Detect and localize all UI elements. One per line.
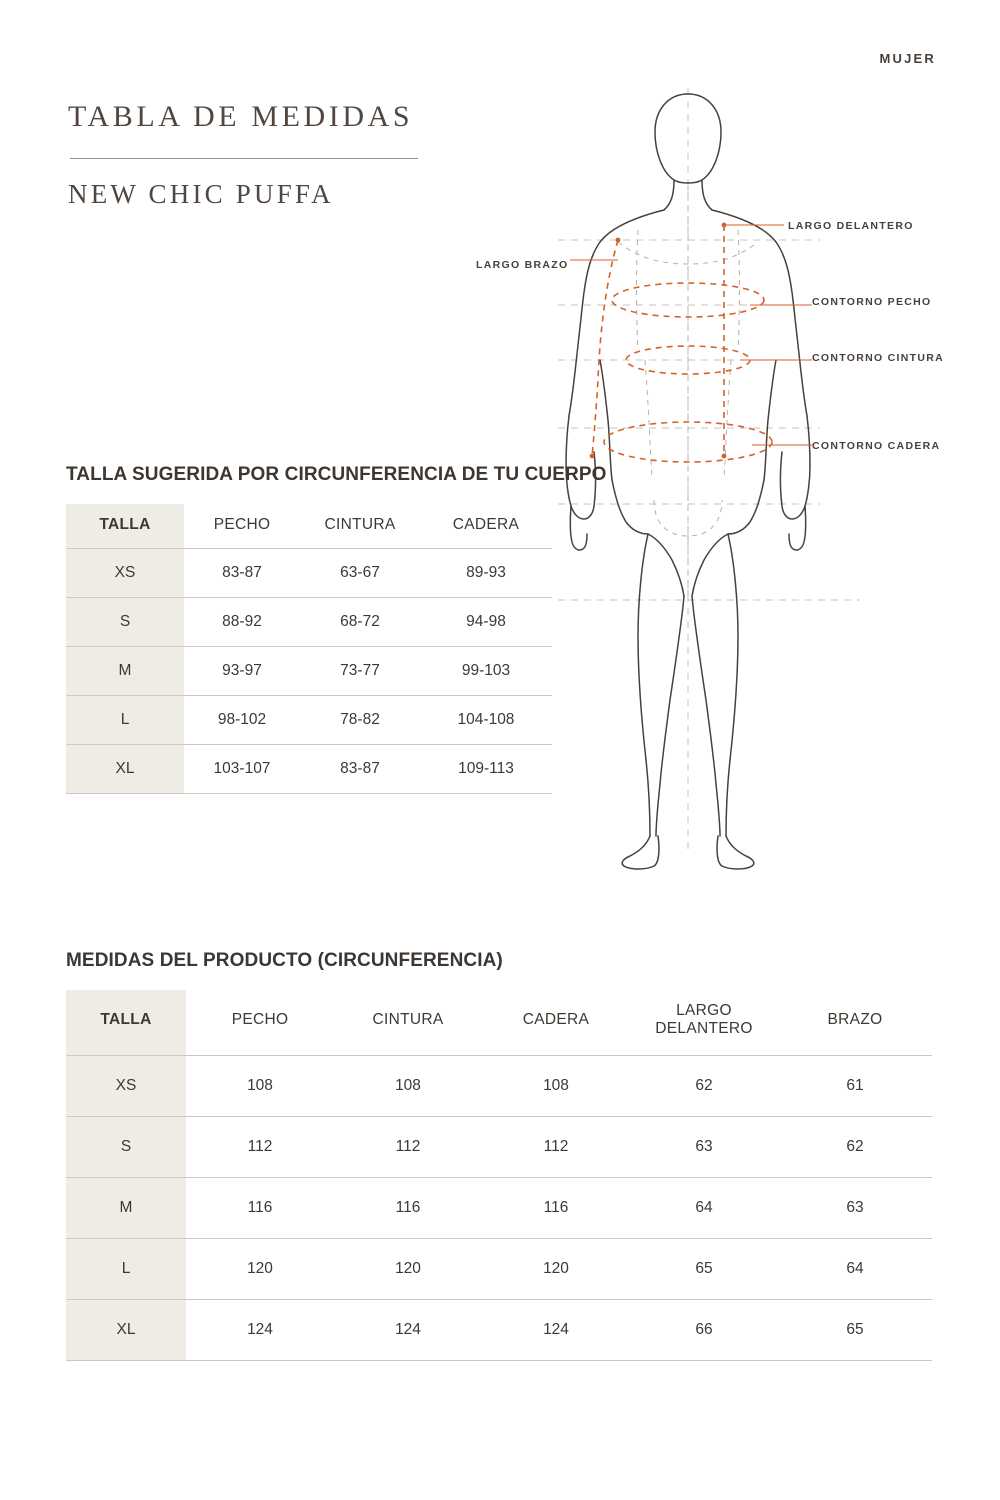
suggested-size-table: [66, 504, 552, 794]
callout-contorno-cintura: CONTORNO CINTURA: [812, 352, 945, 364]
title-block: [68, 100, 488, 210]
cell-pecho: 88-92: [222, 613, 262, 630]
table-row: [66, 1299, 932, 1360]
cell-cintura: 63-67: [340, 564, 380, 581]
table-row: [66, 1238, 932, 1299]
cell-cintura: 124: [395, 1320, 421, 1338]
cell-talla: XL: [66, 1299, 186, 1360]
cell-cadera: 116: [543, 1198, 569, 1216]
cell-cadera: 104-108: [457, 711, 515, 728]
column-header-pecho: PECHO: [231, 1011, 289, 1029]
cell-talla: S: [66, 598, 184, 647]
measure-guides: [592, 225, 772, 462]
cell-cadera: 109-113: [458, 760, 514, 777]
column-header-pecho: PECHO: [213, 516, 271, 533]
cell-pecho: 108: [247, 1076, 273, 1094]
cell-talla: XL: [66, 745, 184, 794]
cell-brazo: 61: [846, 1076, 864, 1094]
table-row: [66, 549, 552, 598]
table-row: [66, 1177, 932, 1238]
cell-talla: L: [66, 696, 184, 745]
table-row: [66, 647, 552, 696]
cell-largo-delantero: 66: [695, 1320, 713, 1338]
callout-contorno-cadera: CONTORNO CADERA: [812, 440, 941, 452]
cell-cadera: 89-93: [466, 564, 506, 581]
table-header-row: [66, 990, 932, 1055]
cell-pecho: 83-87: [222, 564, 262, 581]
cell-talla: M: [66, 647, 184, 696]
cell-pecho: 124: [247, 1320, 273, 1338]
page-title: TABLA DE MEDIDAS: [68, 100, 414, 133]
cell-largo-delantero: 65: [695, 1259, 713, 1277]
table-row: [66, 598, 552, 647]
cell-pecho: 112: [247, 1137, 273, 1155]
column-header-cintura: CINTURA: [324, 516, 396, 533]
table-row: [66, 1116, 932, 1177]
gender-label: MUJER: [879, 51, 936, 66]
cell-cadera: 120: [543, 1259, 569, 1277]
column-header-cintura: CINTURA: [372, 1011, 444, 1029]
cell-cadera: 99-103: [461, 662, 511, 679]
cell-brazo: 65: [846, 1320, 864, 1338]
column-header-talla: TALLA: [66, 990, 186, 1055]
cell-cadera: 108: [543, 1076, 569, 1094]
cell-talla: L: [66, 1238, 186, 1299]
cell-largo-delantero: 63: [695, 1137, 713, 1155]
cell-largo-delantero: 64: [695, 1198, 713, 1216]
cell-cadera: 94-98: [466, 613, 506, 630]
cell-brazo: 64: [846, 1259, 864, 1277]
cell-cadera: 112: [543, 1137, 569, 1155]
column-header-brazo: BRAZO: [827, 1011, 883, 1029]
cell-talla: XS: [66, 549, 184, 598]
title-divider: [70, 158, 418, 159]
product-table-heading: MEDIDAS DEL PRODUCTO (CIRCUNFERENCIA): [66, 950, 503, 971]
cell-talla: S: [66, 1116, 186, 1177]
callout-largo-brazo: LARGO BRAZO: [476, 259, 569, 271]
cell-cintura: 112: [395, 1137, 421, 1155]
table-row: [66, 1055, 932, 1116]
cell-pecho: 93-97: [222, 662, 262, 679]
column-header-largo-delantero: LARGO DELANTERO: [655, 1002, 753, 1038]
table-header-row: [66, 504, 552, 549]
table-row: [66, 745, 552, 794]
cell-largo-delantero: 62: [695, 1076, 713, 1094]
cell-cadera: 124: [543, 1320, 569, 1338]
leader-lines: [570, 225, 812, 445]
cell-cintura: 116: [395, 1198, 421, 1216]
cell-cintura: 68-72: [340, 613, 380, 630]
product-name: NEW CHIC PUFFA: [68, 179, 334, 209]
cell-cintura: 73-77: [340, 662, 380, 679]
cell-talla: XS: [66, 1055, 186, 1116]
callout-largo-delantero: LARGO DELANTERO: [788, 220, 914, 232]
cell-brazo: 62: [846, 1137, 864, 1155]
table-row: [66, 696, 552, 745]
cell-cintura: 83-87: [340, 760, 380, 777]
cell-pecho: 103-107: [213, 760, 271, 777]
body-table-heading: TALLA SUGERIDA POR CIRCUNFERENCIA DE TU CUERPO: [66, 464, 607, 485]
cell-talla: M: [66, 1177, 186, 1238]
product-measurements-table: [66, 990, 932, 1361]
column-header-talla: TALLA: [66, 504, 184, 549]
cell-pecho: 120: [247, 1259, 273, 1277]
cell-cintura: 120: [395, 1259, 421, 1277]
column-header-cadera: CADERA: [522, 1011, 590, 1029]
cell-pecho: 116: [247, 1198, 273, 1216]
cell-brazo: 63: [846, 1198, 864, 1216]
cell-pecho: 98-102: [217, 711, 267, 728]
cell-cintura: 108: [395, 1076, 421, 1094]
callout-contorno-pecho: CONTORNO PECHO: [812, 296, 932, 308]
column-header-cadera: CADERA: [452, 516, 520, 533]
cell-cintura: 78-82: [340, 711, 380, 728]
